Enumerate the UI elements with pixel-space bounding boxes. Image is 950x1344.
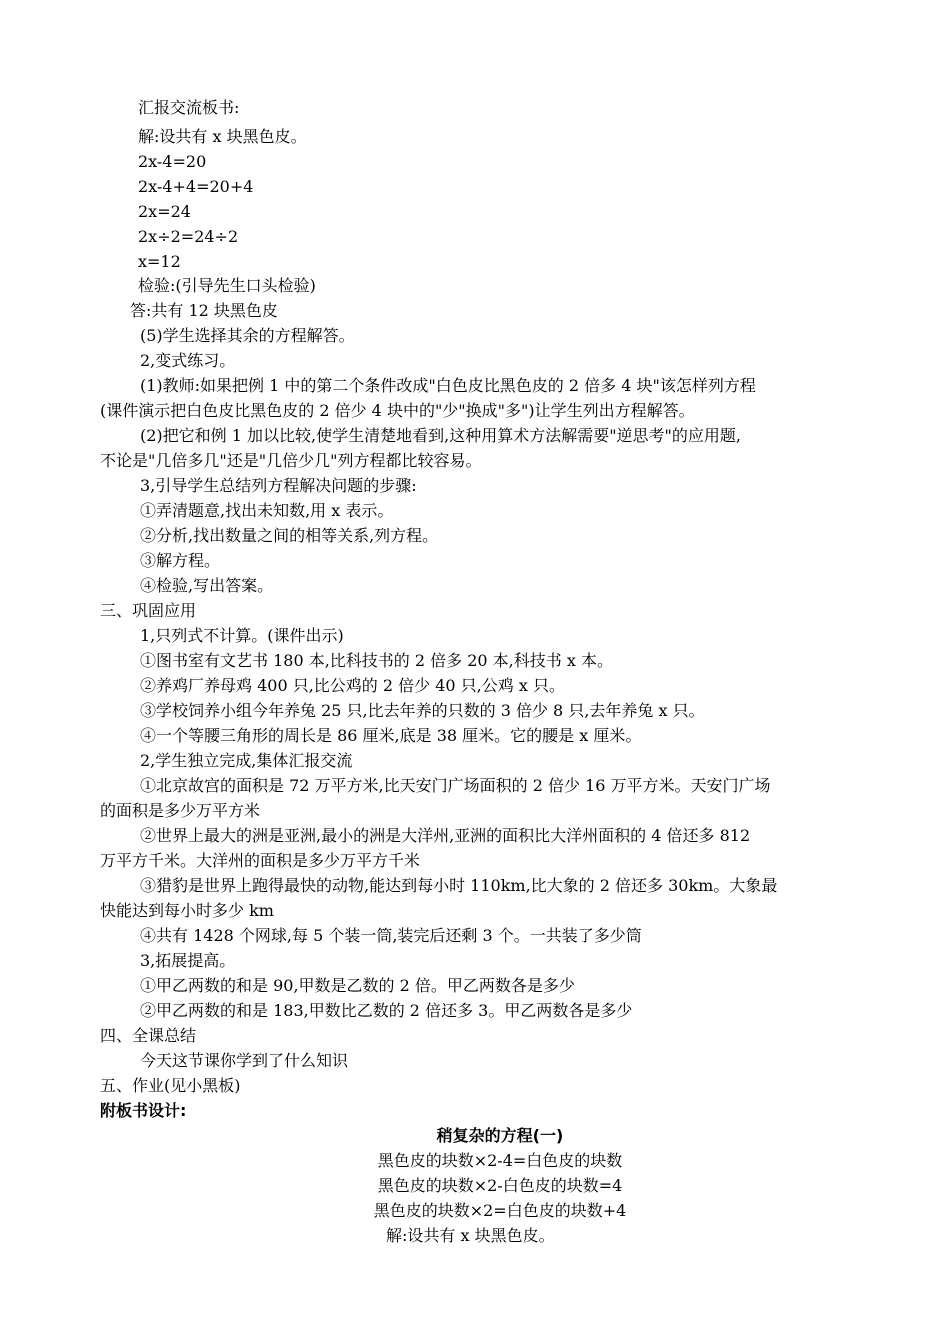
text-line: ③学校饲养小组今年养兔 25 只,比去年养的只数的 3 倍少 8 只,去年养兔 x 只。 <box>140 701 705 720</box>
text-line: 2x=24 <box>138 202 191 221</box>
text-line: ④一个等腰三角形的周长是 86 厘米,底是 38 厘米。它的腰是 x 厘米。 <box>140 726 642 745</box>
text-line: x=12 <box>138 252 181 271</box>
section-heading: 五、作业(见小黑板) <box>100 1076 241 1095</box>
text-line: 今天这节课你学到了什么知识 <box>140 1051 349 1070</box>
text-line: (1)教师:如果把例 1 中的第二个条件改成"白色皮比黑色皮的 2 倍多 4 块"该怎样列方程 <box>140 376 756 395</box>
text-line: ①图书室有文艺书 180 本,比科技书的 2 倍多 20 本,科技书 x 本。 <box>140 651 613 670</box>
board-line: 黑色皮的块数×2-4=白色皮的块数 <box>377 1151 623 1170</box>
text-line: (2)把它和例 1 加以比较,使学生清楚地看到,这种用算术方法解需要"逆思考"的应用题, <box>140 426 741 445</box>
text-line: ②甲乙两数的和是 183,甲数比乙数的 2 倍还多 3。甲乙两数各是多少 <box>140 1001 633 1020</box>
text-line: 3,拓展提高。 <box>140 951 236 970</box>
text-line: 答:共有 12 块黑色皮 <box>130 301 278 320</box>
text-line: ③猎豹是世界上跑得最快的动物,能达到每小时 110km,比大象的 2 倍还多 30km。大象最 <box>140 876 778 895</box>
text-line: ①北京故宫的面积是 72 万平方米,比天安门广场面积的 2 倍少 16 万平方米。天安门广场 <box>140 776 771 795</box>
text-line: 3,引导学生总结列方程解决问题的步骤: <box>140 476 417 495</box>
section-heading: 三、巩固应用 <box>100 601 197 620</box>
text-line: ④共有 1428 个网球,每 5 个装一筒,装完后还剩 3 个。一共装了多少筒 <box>140 926 642 945</box>
board-line: 黑色皮的块数×2=白色皮的块数+4 <box>373 1201 627 1220</box>
section-heading: 四、全课总结 <box>100 1026 197 1045</box>
text-line: ①甲乙两数的和是 90,甲数是乙数的 2 倍。甲乙两数各是多少 <box>140 976 575 995</box>
board-title: 稍复杂的方程(一) <box>436 1126 564 1145</box>
text-line: ③解方程。 <box>140 551 221 570</box>
text-line: 快能达到每小时多少 km <box>100 901 274 920</box>
text-line: 2x-4=20 <box>138 152 207 171</box>
text-line: 2x-4+4=20+4 <box>138 177 254 196</box>
board-line: 解:设共有 x 块黑色皮。 <box>386 1226 555 1245</box>
text-line: ②世界上最大的洲是亚洲,最小的洲是大洋州,亚洲的面积比大洋州面积的 4 倍还多 812 <box>140 826 751 845</box>
text-line: 万平方千米。大洋州的面积是多少万平方千米 <box>100 851 421 870</box>
text-line: ②分析,找出数量之间的相等关系,列方程。 <box>140 526 439 545</box>
text-line: ②养鸡厂养母鸡 400 只,比公鸡的 2 倍少 40 只,公鸡 x 只。 <box>140 676 565 695</box>
text-line: 2,变式练习。 <box>140 351 236 370</box>
text-line: ①弄清题意,找出未知数,用 x 表示。 <box>140 501 394 520</box>
text-line: 解:设共有 x 块黑色皮。 <box>138 127 307 146</box>
board-line: 黑色皮的块数×2-白色皮的块数=4 <box>377 1176 623 1195</box>
text-line: 不论是"几倍多几"还是"几倍少几"列方程都比较容易。 <box>100 451 482 470</box>
text-line: 2,学生独立完成,集体汇报交流 <box>140 751 353 770</box>
text-line: 2x÷2=24÷2 <box>138 227 239 246</box>
text-line: (5)学生选择其余的方程解答。 <box>140 326 355 345</box>
text-line: ④检验,写出答案。 <box>140 576 274 595</box>
text-line: 的面积是多少万平方米 <box>100 801 261 820</box>
board-design-heading: 附板书设计: <box>100 1101 187 1120</box>
text-line: 1,只列式不计算。(课件出示) <box>140 626 344 645</box>
text-line: 汇报交流板书: <box>138 98 240 117</box>
text-line: 检验:(引导先生口头检验) <box>138 276 316 295</box>
text-line: (课件演示把白色皮比黑色皮的 2 倍少 4 块中的"少"换成"多")让学生列出方程解答。 <box>100 401 695 420</box>
